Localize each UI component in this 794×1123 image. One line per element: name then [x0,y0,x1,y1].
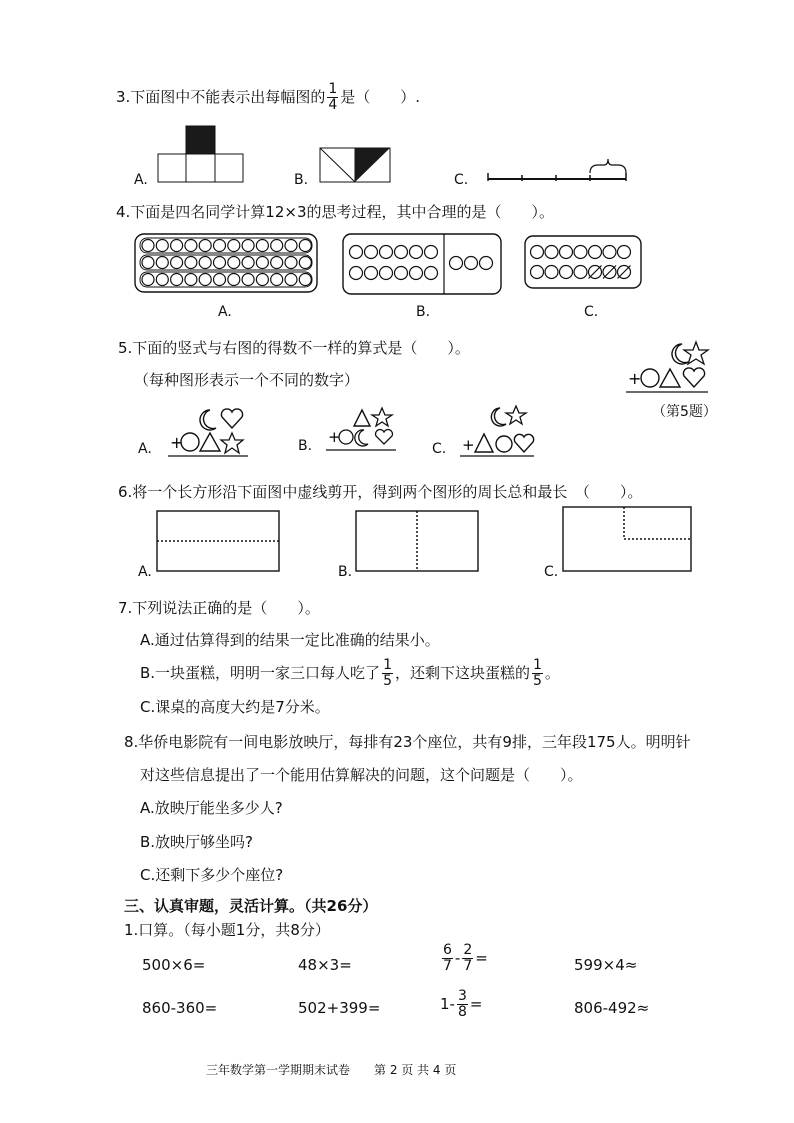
calc-item: 500×6= [142,956,206,974]
calc-item: 806-492≈ [574,999,650,1017]
q3-option-b-label[interactable]: B. [294,172,309,188]
q3-fraction: $\frac{1}{4}$ [328,81,338,113]
q7-option-b-prefix: B.一块蛋糕，明明一家三口每人吃了 [140,664,381,682]
counter-circle [142,257,154,269]
counter-circle [142,274,154,286]
q7-option-b-end: 。 [544,664,560,682]
calc-item: 860-360= [142,999,218,1017]
q5-option-c-label[interactable]: C. [432,441,447,457]
q3-option-c-figure [486,155,636,185]
counter-circle [560,266,573,279]
counter-circle [480,257,493,270]
counter-circle [531,246,544,259]
q4-option-a-label[interactable]: A. [218,304,232,320]
calc-fraction-item: $\frac{6}{7}$ - $\frac{2}{7}$ = [443,942,488,974]
q5-option-a-label[interactable]: A. [138,441,152,457]
counter-circle [271,274,283,286]
counter-circle [242,240,254,252]
counter-circle [395,267,408,280]
q4-option-b-figure [342,233,504,297]
q4-option-a-figure [134,233,320,295]
counter-circle [299,274,311,286]
counter-circle [380,246,393,259]
counter-circle [271,257,283,269]
counter-circle [156,274,168,286]
q4-option-c-figure [524,235,644,291]
counter-circle [350,246,363,259]
q7-option-a[interactable]: A.通过估算得到的结果一定比准确的结果小。 [140,631,440,649]
q6-stem: 6.将一个长方形沿下面图中虚线剪开，得到两个图形的周长总和最长 （ ）。 [118,483,643,501]
counter-circle [214,274,226,286]
counter-circle [589,246,602,259]
calc-fraction-item: 1- $\frac{3}{8}$ = [440,988,483,1020]
q3-stem [116,82,420,113]
counter-circle [285,240,297,252]
q7-option-b[interactable] [140,658,560,689]
q6-option-b-figure [355,510,481,574]
q6-option-c-figure [562,506,694,574]
q3-option-a-label[interactable]: A. [134,172,148,188]
counter-circle [156,240,168,252]
counter-circle [214,257,226,269]
q5-option-c-figure [460,404,534,458]
counter-circle [285,274,297,286]
q4-stem: 4.下面是四名同学计算12×3的思考过程，其中合理的是（ ）。 [116,203,555,221]
q8-stem-line1: 8.华侨电影院有一间电影放映厅，每排有23个座位，共有9排，三年段175人。明明针 [124,733,691,751]
counter-circle [350,267,363,280]
counter-circle [185,257,197,269]
counter-circle [171,257,183,269]
counter-circle [531,266,544,279]
q5-option-a-figure [168,402,250,458]
counter-circle [545,266,558,279]
q7-option-c[interactable]: C.课桌的高度大约是7分米。 [140,698,330,716]
q8-stem-line2: 对这些信息提出了一个能用估算解决的问题，这个问题是（ ）。 [140,766,583,784]
calc-item: 502+399= [298,999,381,1017]
counter-circle [425,267,438,280]
counter-circle [228,240,240,252]
q5-stem: 5.下面的竖式与右图的得数不一样的算式是（ ）。 [118,339,470,357]
counter-circle [285,257,297,269]
q6-option-a-figure [156,510,282,574]
q6-option-c-label[interactable]: C. [544,564,559,580]
q7-stem: 7.下列说法正确的是（ ）。 [118,599,320,617]
counter-circle [171,274,183,286]
q3-option-a-figure [158,126,248,186]
counter-circle [618,246,631,259]
counter-circle [242,274,254,286]
calc-item: 599×4≈ [574,956,638,974]
counter-circle [365,267,378,280]
q5-caption: （第5题） [652,404,717,420]
counter-circle [271,240,283,252]
q8-option-a[interactable]: A.放映厅能坐多少人? [140,799,283,817]
counter-circle [574,266,587,279]
q6-option-a-label[interactable]: A. [138,564,152,580]
q4-option-c-label[interactable]: C. [584,304,599,320]
q7-option-b-mid: ，还剩下这块蛋糕的 [394,664,530,682]
q8-option-c[interactable]: C.还剩下多少个座位? [140,866,284,884]
counter-circle [410,246,423,259]
counter-circle [299,257,311,269]
q5-reference-figure [626,338,708,394]
section3-title: 三、认真审题，灵活计算。（共26分） [124,897,378,915]
q7-fraction-1: $\frac{1}{5}$ [383,657,392,689]
counter-circle [380,267,393,280]
counter-circle [171,240,183,252]
counter-circle [156,257,168,269]
counter-circle [214,240,226,252]
counter-circle [256,274,268,286]
q5-option-b-label[interactable]: B. [298,438,313,454]
calc-item: 48×3= [298,956,352,974]
counter-circle [299,240,311,252]
counter-circle [228,274,240,286]
q3-suffix: 是（ ）. [340,88,421,106]
counter-circle [395,246,408,259]
counter-circle [199,240,211,252]
counter-circle [365,246,378,259]
counter-circle [450,257,463,270]
svg-text:+: + [170,433,184,452]
counter-circle [465,257,478,270]
page-footer: 三年数学第一学期期末试卷 第 2 页 共 4 页 [206,1063,457,1077]
q6-option-b-label[interactable]: B. [338,564,353,580]
counter-circle [560,246,573,259]
counter-circle [603,246,616,259]
counter-circle [199,274,211,286]
counter-circle [256,257,268,269]
section3-sub: 1.口算。（每小题1分，共8分） [124,921,330,939]
counter-circle [242,257,254,269]
svg-text:+: + [628,369,642,388]
counter-circle [185,240,197,252]
counter-circle [228,257,240,269]
q8-option-b[interactable]: B.放映厅够坐吗? [140,833,254,851]
q4-option-b-label[interactable]: B. [416,304,431,320]
q3-option-b-figure [320,148,400,188]
q5-note: （每种图形表示一个不同的数字） [134,371,360,389]
q3-prefix: 3.下面图中不能表示出每幅图的 [116,88,326,106]
q3-option-c-label[interactable]: C. [454,172,469,188]
counter-circle [185,274,197,286]
counter-circle [410,267,423,280]
counter-circle [425,246,438,259]
counter-circle [256,240,268,252]
q7-fraction-2: $\frac{1}{5}$ [533,657,542,689]
svg-text:+: + [462,436,475,454]
q5-option-b-figure [326,404,398,452]
counter-circle [545,246,558,259]
counter-circle [199,257,211,269]
counter-circle [574,246,587,259]
svg-text:+: + [328,428,341,446]
counter-circle [142,240,154,252]
